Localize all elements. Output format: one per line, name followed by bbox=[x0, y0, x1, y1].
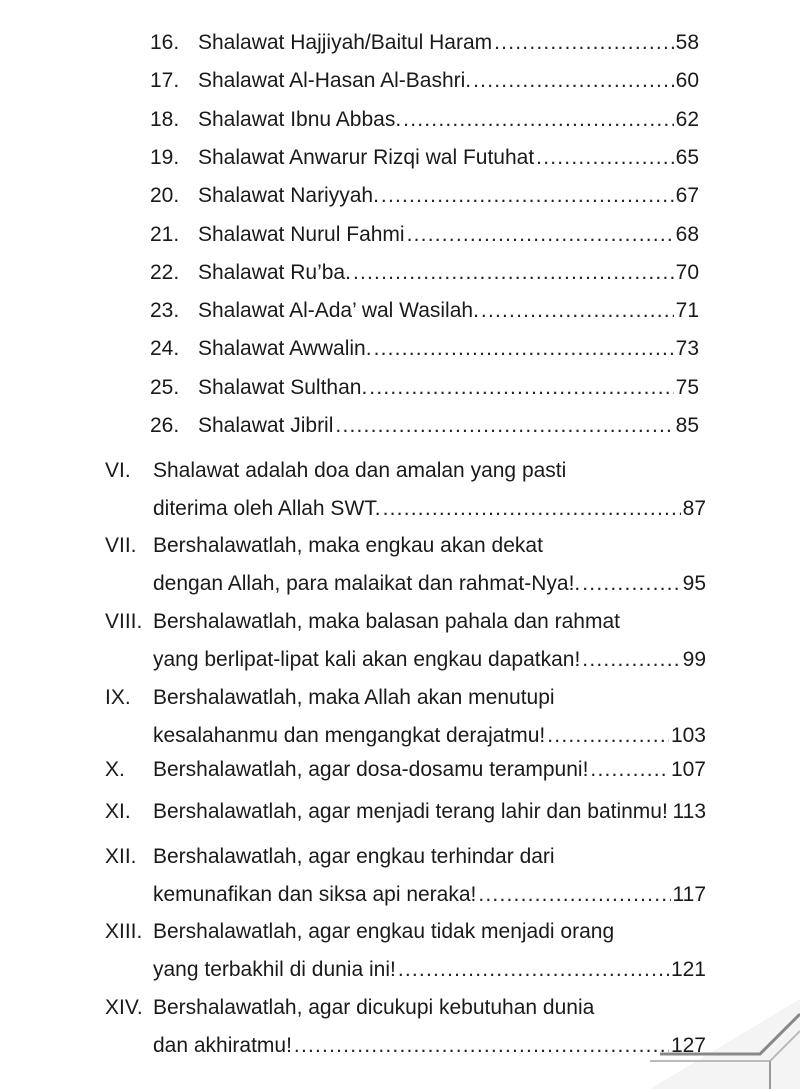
toc-chapter-page: 121 bbox=[670, 958, 706, 981]
toc-chapter-number: X. bbox=[105, 758, 125, 781]
toc-chapter-line-1 bbox=[105, 989, 706, 1027]
dot-leader bbox=[407, 216, 674, 254]
toc-chapter-entry[interactable] bbox=[105, 989, 706, 1065]
toc-chapter-title-line-1: Bershalawatlah, agar engkau terhindar dari bbox=[153, 845, 555, 868]
toc-entry-line bbox=[150, 330, 699, 368]
toc-entry-page: 70 bbox=[675, 260, 699, 284]
page-curl-decoration bbox=[650, 999, 800, 1089]
toc-entry[interactable] bbox=[150, 139, 699, 177]
toc-entry-title: Shalawat Ru’ba. bbox=[198, 260, 351, 284]
toc-entry-page: 62 bbox=[675, 107, 699, 131]
toc-chapter-number: IX. bbox=[105, 686, 131, 709]
toc-chapter-page: 127 bbox=[670, 1034, 706, 1057]
dot-leader bbox=[481, 292, 674, 330]
toc-chapter-page: 107 bbox=[670, 758, 706, 781]
toc-chapter-title-line-1: Bershalawatlah, maka balasan pahala dan rahmat bbox=[153, 610, 620, 633]
toc-chapter-page: 113 bbox=[672, 800, 706, 823]
toc-chapter-title-line-2: kemunafikan dan siksa api neraka! bbox=[153, 883, 477, 906]
toc-chapter-title-line-1: Bershalawatlah, agar engkau tidak menjadi orang bbox=[153, 920, 615, 943]
toc-chapter-title-line-2: dengan Allah, para malaikat dan rahmat-Nya!. bbox=[153, 572, 581, 595]
toc-entry-title: Shalawat Sulthan. bbox=[198, 375, 368, 399]
toc-entry-line bbox=[150, 62, 699, 100]
toc-entry-number: 22. bbox=[150, 260, 180, 284]
toc-entry-number: 25. bbox=[150, 375, 180, 399]
toc-entry-page: 68 bbox=[675, 222, 699, 246]
toc-entry[interactable] bbox=[150, 216, 699, 254]
toc-entry-number: 17. bbox=[150, 69, 180, 93]
toc-entry-title: Shalawat Anwarur Rizqi wal Futuhat bbox=[198, 145, 535, 169]
toc-entry-line bbox=[150, 216, 699, 254]
toc-entry-line bbox=[150, 407, 699, 445]
toc-chapter-entry[interactable] bbox=[105, 527, 706, 603]
toc-entry-line bbox=[150, 24, 699, 62]
dot-leader bbox=[381, 177, 674, 215]
toc-chapter-title-line-1: Shalawat adalah doa dan amalan yang pasti bbox=[153, 459, 567, 482]
toc-chapter-title-line-2: yang terbakhil di dunia ini! bbox=[153, 958, 396, 981]
toc-chapter-number: XIV. bbox=[105, 996, 143, 1019]
toc-chapter-line-1 bbox=[105, 527, 706, 565]
toc-chapter-entry[interactable] bbox=[105, 751, 706, 789]
toc-entry-title: Shalawat Jibril bbox=[198, 414, 334, 437]
toc-chapter-line-2 bbox=[153, 490, 706, 528]
toc-chapter-line-2 bbox=[105, 751, 706, 789]
toc-entry-title: Shalawat Ibnu Abbas. bbox=[198, 107, 402, 131]
dot-leader bbox=[383, 490, 681, 528]
toc-chapter-entry[interactable] bbox=[105, 913, 706, 989]
toc-chapter-title-line-1: Bershalawatlah, maka engkau akan dekat bbox=[153, 534, 543, 557]
toc-chapter-title-line-1: Bershalawatlah, maka Allah akan menutupi bbox=[153, 686, 555, 709]
toc-chapter-entry[interactable] bbox=[105, 838, 706, 914]
toc-chapter-line-1 bbox=[105, 603, 706, 641]
toc-chapter-number: XII. bbox=[105, 845, 137, 868]
toc-entry[interactable] bbox=[150, 330, 699, 368]
toc-entry-page: 73 bbox=[675, 337, 699, 361]
toc-entry-number: 21. bbox=[150, 222, 180, 246]
dot-leader bbox=[335, 407, 673, 445]
toc-entry-page: 65 bbox=[675, 145, 699, 169]
dot-leader bbox=[582, 565, 680, 603]
toc-entry-page: 85 bbox=[675, 414, 699, 437]
toc-entry-title: Shalawat Awwalin. bbox=[198, 337, 372, 361]
toc-entry-number: 16. bbox=[150, 31, 180, 54]
toc-entry-title: Shalawat Hajjiyah/Baitul Haram bbox=[198, 31, 493, 54]
toc-entry-page: 60 bbox=[675, 69, 699, 93]
toc-entry-page: 67 bbox=[675, 184, 699, 208]
dot-leader bbox=[536, 139, 673, 177]
toc-entry-title: Shalawat Al-Ada’ wal Wasilah. bbox=[198, 299, 479, 323]
toc-entry-page: 71 bbox=[675, 299, 699, 323]
toc-chapter-page: 95 bbox=[682, 572, 706, 595]
toc-entry-line bbox=[150, 369, 699, 407]
toc-chapter-number: VIII. bbox=[105, 610, 143, 633]
toc-chapter-number: VI. bbox=[105, 459, 131, 482]
dot-leader bbox=[398, 951, 669, 989]
toc-entry-page: 75 bbox=[675, 375, 699, 399]
toc-chapter-title-line-2: Bershalawatlah, agar dosa-dosamu terampuni! bbox=[153, 758, 589, 781]
toc-chapter-page: 87 bbox=[682, 497, 706, 520]
toc-entry-title: Shalawat Nariyyah. bbox=[198, 184, 379, 208]
toc-entry[interactable] bbox=[150, 254, 699, 292]
toc-entry-title: Shalawat Nurul Fahmi bbox=[198, 222, 405, 246]
dot-leader bbox=[473, 62, 674, 100]
toc-chapter-number: VII. bbox=[105, 534, 137, 557]
toc-entry[interactable] bbox=[150, 369, 699, 407]
toc-entry-number: 18. bbox=[150, 107, 180, 131]
dot-leader bbox=[374, 330, 674, 368]
toc-entry-title: Shalawat Al-Hasan Al-Bashri. bbox=[198, 69, 472, 93]
dot-leader bbox=[590, 751, 669, 789]
toc-entry[interactable] bbox=[150, 407, 699, 445]
dot-leader bbox=[494, 24, 674, 62]
toc-chapter-entry[interactable] bbox=[105, 603, 706, 679]
toc-chapter-line-2 bbox=[105, 793, 706, 831]
toc-entry-number: 23. bbox=[150, 299, 180, 323]
toc-chapter-title-line-2: dan akhiratmu! bbox=[153, 1034, 292, 1057]
toc-entry[interactable] bbox=[150, 177, 699, 215]
toc-entry-number: 20. bbox=[150, 184, 180, 208]
dot-leader bbox=[582, 641, 680, 679]
toc-chapter-line-1 bbox=[105, 452, 706, 490]
toc-chapter-line-1 bbox=[105, 838, 706, 876]
toc-entry-line bbox=[150, 177, 699, 215]
toc-chapter-page: 99 bbox=[682, 648, 706, 671]
toc-entry-number: 24. bbox=[150, 337, 180, 361]
toc-entry[interactable] bbox=[150, 292, 699, 330]
toc-chapter-title-line-2: kesalahanmu dan mengangkat derajatmu! bbox=[153, 724, 546, 747]
toc-chapter-title-line-1: Bershalawatlah, agar dicukupi kebutuhan dunia bbox=[153, 996, 595, 1019]
dot-leader bbox=[478, 876, 670, 914]
toc-chapter-line-1 bbox=[105, 679, 706, 717]
dot-leader bbox=[547, 717, 669, 755]
toc-entry-line bbox=[150, 292, 699, 330]
toc-chapter-line-1 bbox=[105, 913, 706, 951]
toc-entry-number: 19. bbox=[150, 145, 180, 169]
dot-leader bbox=[670, 793, 671, 831]
toc-chapter-line-2 bbox=[153, 1027, 706, 1065]
toc-entry[interactable] bbox=[150, 101, 699, 139]
toc-entry-line bbox=[150, 139, 699, 177]
toc-chapter-line-2 bbox=[153, 641, 706, 679]
toc-entry-page: 58 bbox=[675, 31, 699, 54]
toc-chapter-line-2 bbox=[153, 876, 706, 914]
dot-leader bbox=[403, 101, 673, 139]
toc-chapter-number: XI. bbox=[105, 800, 131, 823]
toc-chapter-title-line-2: diterima oleh Allah SWT. bbox=[153, 497, 381, 520]
toc-entry-line bbox=[150, 254, 699, 292]
toc-entry[interactable] bbox=[150, 62, 699, 100]
toc-entry-number: 26. bbox=[150, 414, 180, 437]
toc-chapter-line-2 bbox=[153, 951, 706, 989]
toc-chapter-number: XIII. bbox=[105, 920, 143, 943]
toc-chapter-line-2 bbox=[153, 717, 706, 755]
toc-chapter-entry[interactable] bbox=[105, 679, 706, 755]
toc-chapter-title-line-2: yang berlipat-lipat kali akan engkau dapatkan! bbox=[153, 648, 581, 671]
toc-chapter-line-2 bbox=[153, 565, 706, 603]
dot-leader bbox=[353, 254, 674, 292]
toc-chapter-page: 117 bbox=[672, 883, 706, 906]
toc-chapter-page: 103 bbox=[670, 724, 706, 747]
toc-entry[interactable] bbox=[150, 24, 699, 62]
dot-leader bbox=[369, 369, 673, 407]
toc-chapter-title-line-2: Bershalawatlah, agar menjadi terang lahir dan batinmu! bbox=[153, 800, 668, 823]
toc-chapter-entry[interactable] bbox=[105, 793, 706, 831]
toc-entry-line bbox=[150, 101, 699, 139]
toc-chapter-entry[interactable] bbox=[105, 452, 706, 528]
dot-leader bbox=[294, 1027, 669, 1065]
